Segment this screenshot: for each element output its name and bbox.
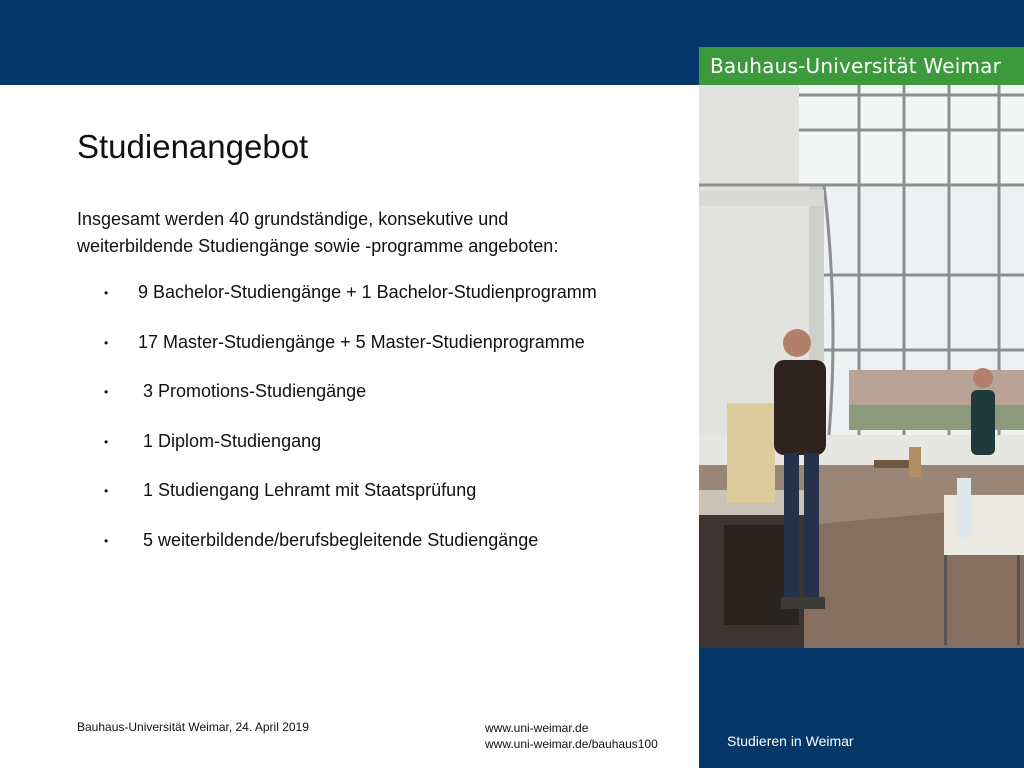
studio-photo	[699, 85, 1024, 648]
program-list	[77, 282, 692, 579]
list-item	[77, 480, 692, 530]
bullet-icon: •	[104, 533, 109, 548]
footer-urls	[485, 720, 658, 752]
list-item	[77, 530, 692, 580]
bullet-icon: •	[104, 286, 109, 300]
bullet-icon: •	[104, 385, 109, 399]
bullet-icon: •	[104, 335, 109, 350]
list-item	[77, 282, 692, 332]
list-item	[77, 332, 692, 382]
panel-caption: Studieren in Weimar	[727, 733, 854, 749]
list-item-text: 3 Promotions-Studiengänge	[138, 381, 367, 401]
list-item-text: 1 Diplom-Studiengang	[138, 430, 322, 451]
university-name: Bauhaus-Universität Weimar	[710, 54, 1002, 78]
list-item-text: 9 Bachelor-Studiengänge + 1 Bachelor-Studienprogramm	[138, 282, 597, 302]
footer-date: Bauhaus-Universität Weimar, 24. April 2019	[77, 720, 309, 734]
list-item-text: 5 weiterbildende/berufsbegleitende Studiengänge	[138, 529, 539, 550]
footer-url-main[interactable]: www.uni-weimar.de	[485, 721, 589, 735]
university-logo-bar	[699, 47, 1024, 85]
list-item	[77, 431, 692, 481]
bullet-icon: •	[104, 484, 109, 498]
slide-title: Studienangebot	[77, 128, 309, 165]
list-item-text: 1 Studiengang Lehramt mit Staatsprüfung	[138, 480, 477, 500]
footer-url-bauhaus100[interactable]: www.uni-weimar.de/bauhaus100	[485, 737, 658, 751]
list-item-text: 17 Master-Studiengänge + 5 Master-Studienprogramme	[138, 331, 585, 352]
bullet-icon: •	[104, 434, 109, 449]
list-item	[77, 381, 692, 431]
intro-line-1: Insgesamt werden 40 grundständige, konsekutive und	[77, 209, 509, 229]
intro-line-2: weiterbildende Studiengänge sowie -programme angeboten:	[77, 236, 559, 256]
intro-text	[77, 206, 687, 260]
